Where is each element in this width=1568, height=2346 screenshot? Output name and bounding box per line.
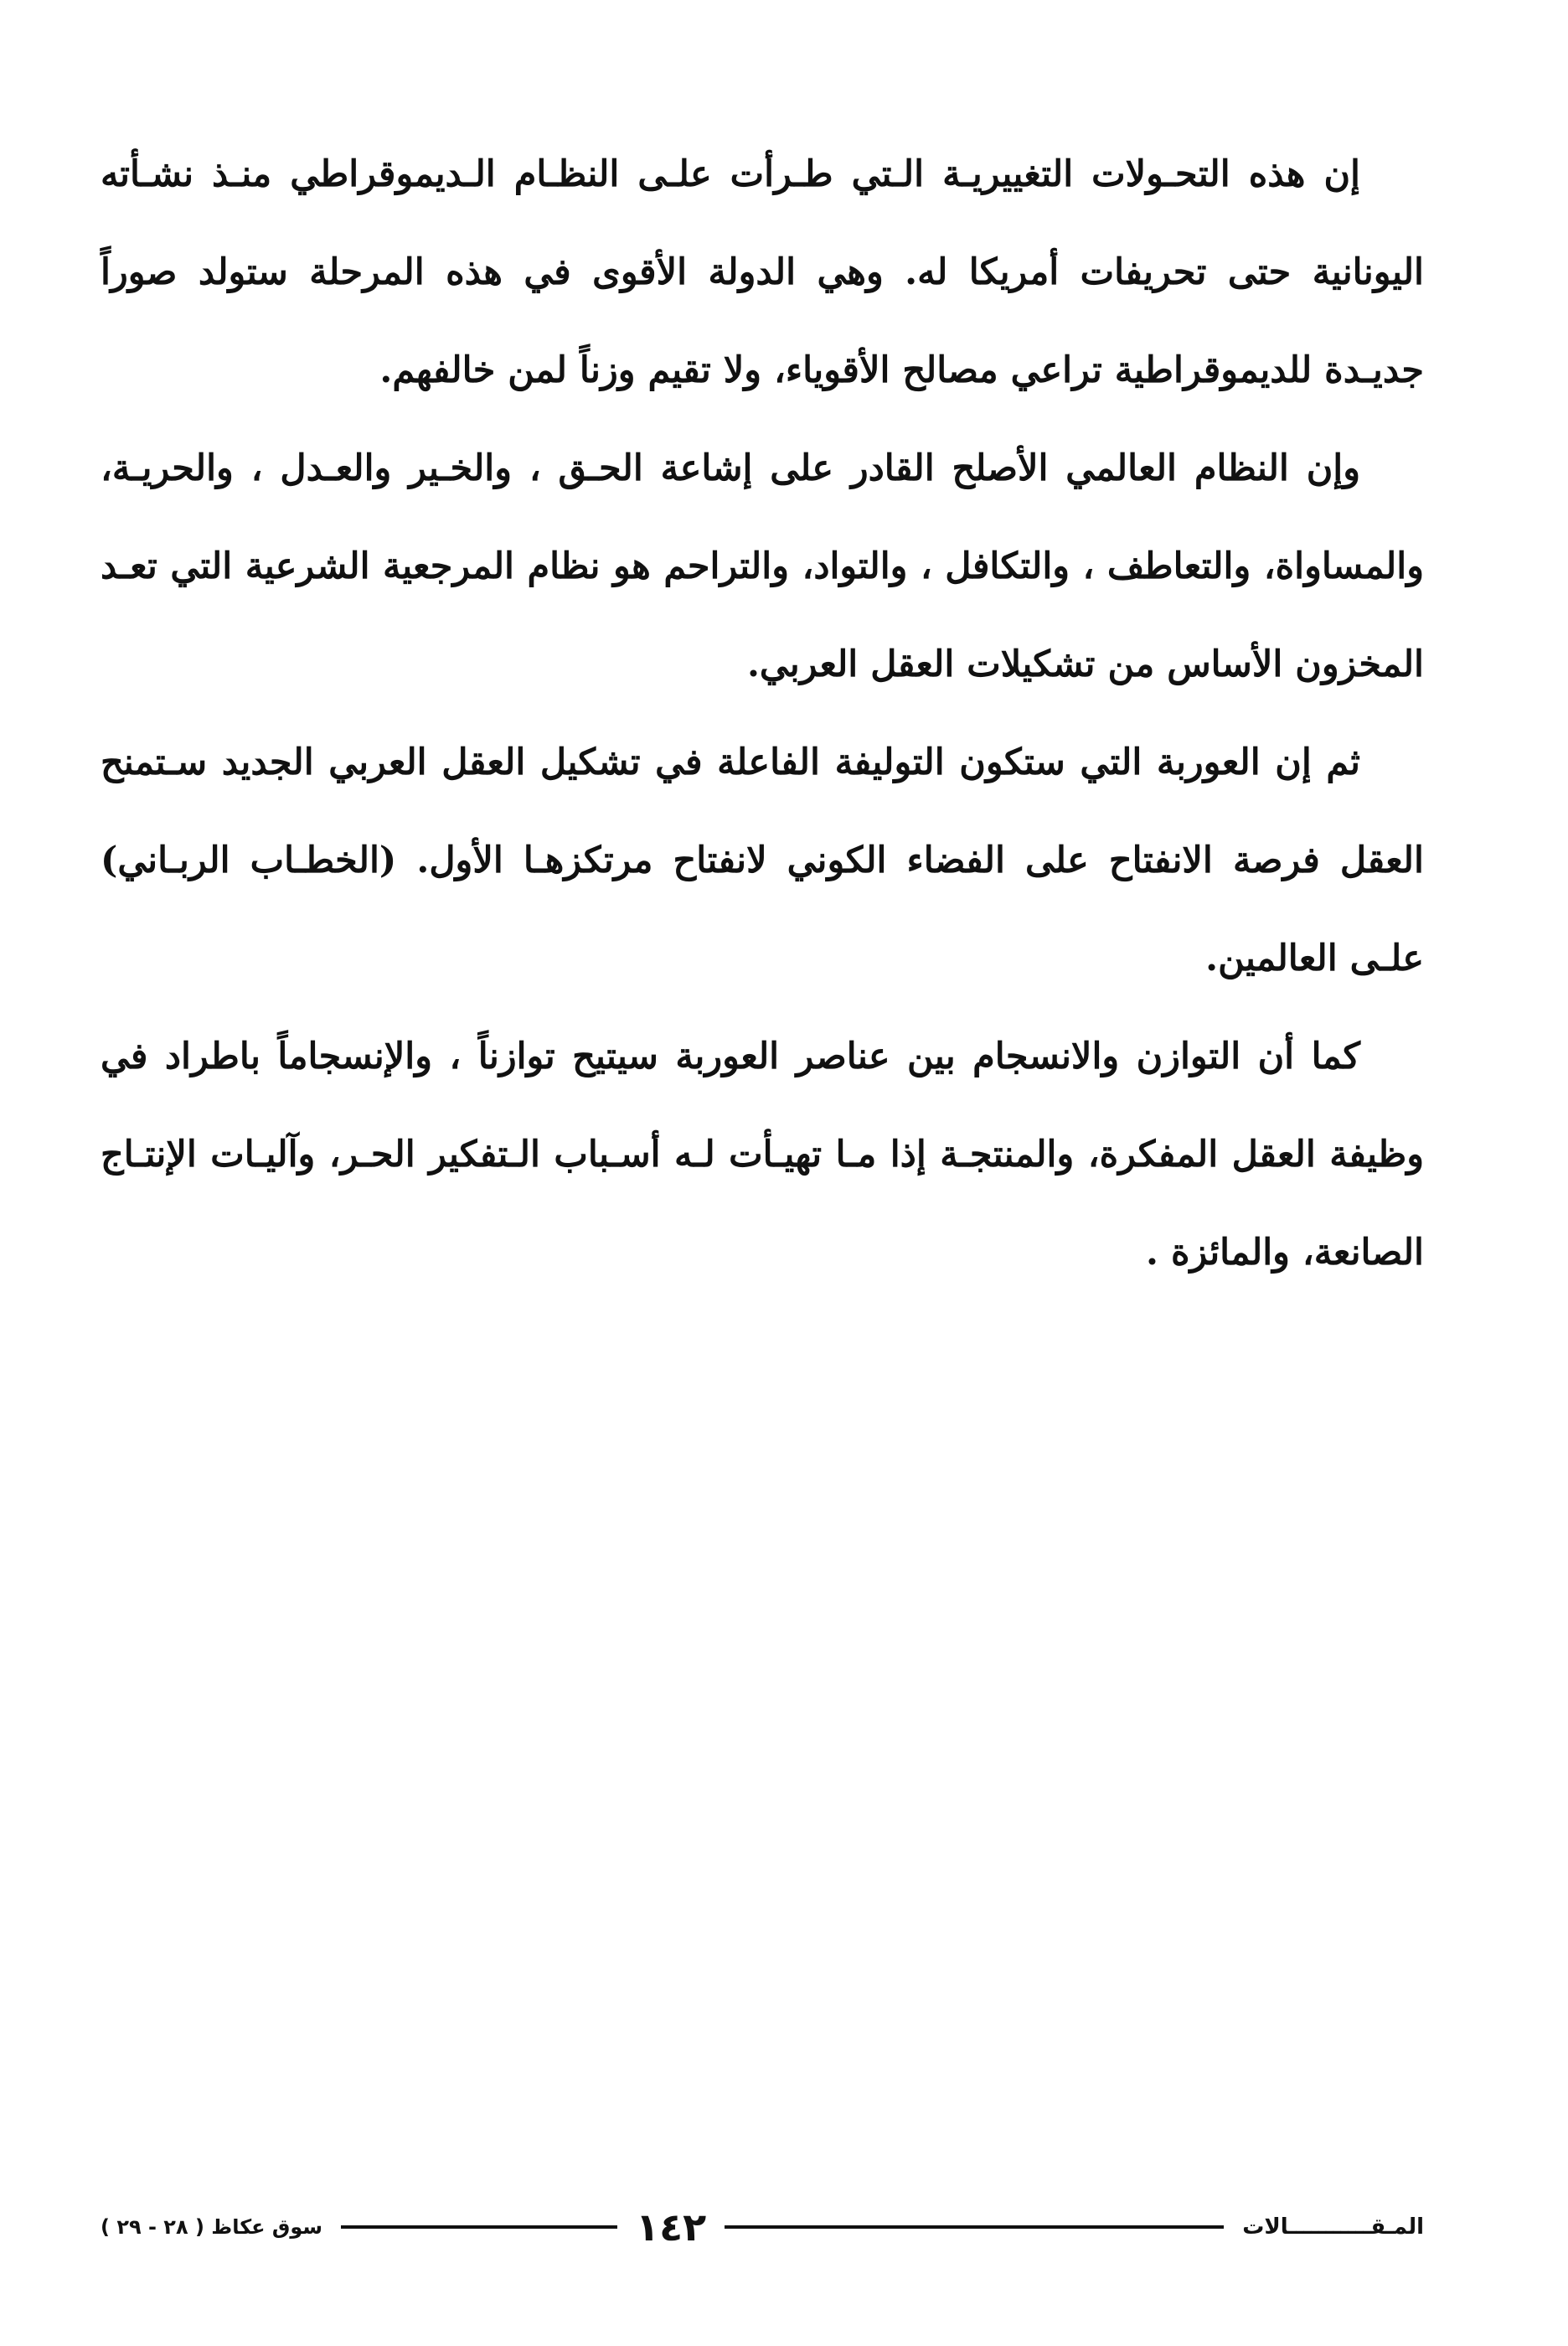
paragraph-1: إن هذه التحـولات التغييريـة الـتي طـرأت علـى النظـام الـديموقراطي منـذ نشـأته اليونانية حتى تحريفات أمريكا له. وهي الدولة الأقوى في هذه المرحلة ستولد صوراً جديـدة للديموقراطية تراعي مصالح الأقوياء، ولا تقيم وزناً لمن خالفهم. (101, 153, 1424, 391)
section-label: المـقـــــــــــالات (1242, 2214, 1424, 2240)
paragraph-2: وإن النظام العالمي الأصلح القادر على إشاعة الحـق ، والخـير والعـدل ، والحريـة، والمساواة، والتعاطف ، والتكافل ، والتواد، والتراحم هو نظام المرجعية الشرعية التي تعـد المخزون الأساس من تشكيلات العقل العربي. (101, 447, 1424, 685)
paragraph-4: كما أن التوازن والانسجام بين عناصر العوربة سيتيح توازناً ، والإنسجاماً باطراد في وظيفة العقل المفكرة، والمنتجـة إذا مـا تهيـأت لـه أسـباب الـتفكير الحـر، وآليـات الإنتـاج الصانعة، والمائزة . (101, 1036, 1424, 1274)
page-footer (101, 2202, 1424, 2252)
footer-rule-right (725, 2225, 1224, 2229)
page-number: ١٤٢ (636, 2204, 707, 2250)
article-body (101, 126, 1424, 1302)
footer-rule-left (341, 2225, 617, 2229)
paragraph-3: ثم إن العوربة التي ستكون التوليفة الفاعلة في تشكيل العقل العربي الجديد سـتمنح العقل فرصة الانفتاح على الفضاء الكوني لانفتاح مرتكزهـا الأول. (الخطـاب الربـاني) علـى العالمين. (101, 742, 1424, 979)
issue-label: سوق عكاظ ( ٢٨ - ٢٩ ) (101, 2215, 323, 2239)
